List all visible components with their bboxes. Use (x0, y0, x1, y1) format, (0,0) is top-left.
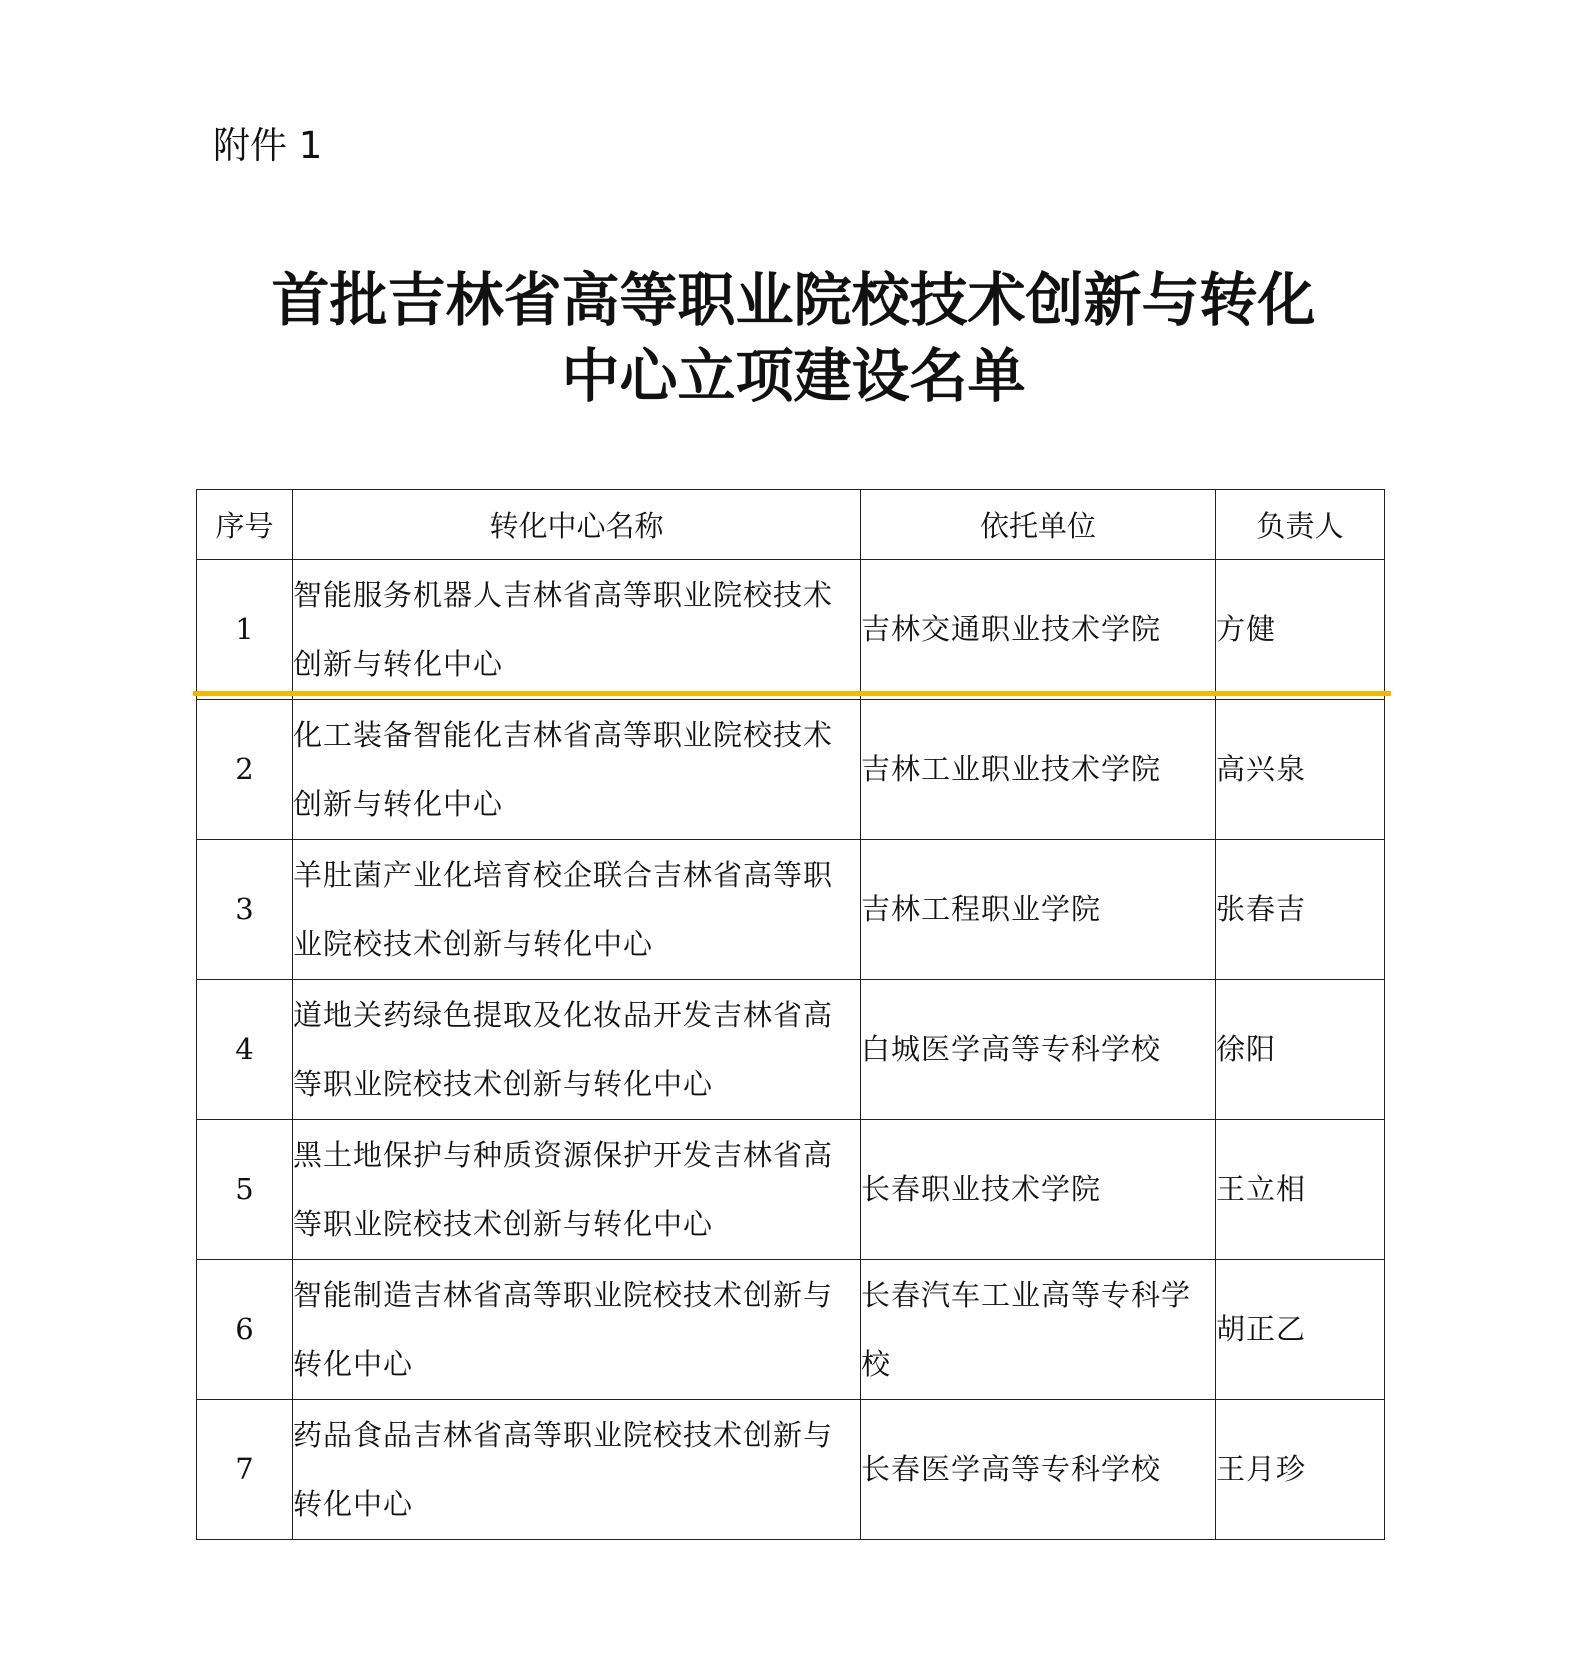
header-serial-number: 序号 (197, 490, 293, 560)
cell-person-in-charge: 王月珍 (1216, 1400, 1385, 1540)
cell-serial-number: 6 (197, 1260, 293, 1400)
cell-serial-number: 2 (197, 700, 293, 840)
document-title-line-1: 首批吉林省高等职业院校技术创新与转化 (271, 266, 1316, 334)
cell-center-name: 化工装备智能化吉林省高等职业院校技术创新与转化中心 (293, 700, 861, 840)
cell-person-in-charge: 高兴泉 (1216, 700, 1385, 840)
cell-center-name: 道地关药绿色提取及化妆品开发吉林省高等职业院校技术创新与转化中心 (293, 980, 861, 1120)
attachment-label: 附件 1 (213, 124, 323, 167)
table-row (197, 840, 1385, 980)
centers-table (196, 489, 1385, 1540)
table-row (197, 980, 1385, 1120)
table-row (197, 1400, 1385, 1540)
cell-person-in-charge: 徐阳 (1216, 980, 1385, 1120)
cell-serial-number: 1 (197, 560, 293, 700)
cell-center-name: 智能制造吉林省高等职业院校技术创新与转化中心 (293, 1260, 861, 1400)
cell-host-unit: 吉林工程职业学院 (861, 840, 1216, 980)
table-row (197, 1260, 1385, 1400)
header-host-unit: 依托单位 (861, 490, 1216, 560)
cell-host-unit: 长春汽车工业高等专科学校 (861, 1260, 1216, 1400)
cell-person-in-charge: 张春吉 (1216, 840, 1385, 980)
cell-host-unit: 吉林工业职业技术学院 (861, 700, 1216, 840)
cell-person-in-charge: 方健 (1216, 560, 1385, 700)
cell-serial-number: 4 (197, 980, 293, 1120)
cell-host-unit: 吉林交通职业技术学院 (861, 560, 1216, 700)
header-center-name: 转化中心名称 (293, 490, 861, 560)
cell-host-unit: 长春职业技术学院 (861, 1120, 1216, 1260)
table-row (197, 1120, 1385, 1260)
cell-host-unit: 长春医学高等专科学校 (861, 1400, 1216, 1540)
cell-center-name: 黑土地保护与种质资源保护开发吉林省高等职业院校技术创新与转化中心 (293, 1120, 861, 1260)
table-row (197, 560, 1385, 700)
document-title-line-2: 中心立项建设名单 (561, 342, 1026, 410)
cell-serial-number: 3 (197, 840, 293, 980)
cell-serial-number: 7 (197, 1400, 293, 1540)
cell-center-name: 羊肚菌产业化培育校企联合吉林省高等职业院校技术创新与转化中心 (293, 840, 861, 980)
table-header-row (197, 490, 1385, 560)
header-person-in-charge: 负责人 (1216, 490, 1385, 560)
cell-center-name: 药品食品吉林省高等职业院校技术创新与转化中心 (293, 1400, 861, 1540)
highlight-underline (193, 691, 1391, 696)
cell-person-in-charge: 王立相 (1216, 1120, 1385, 1260)
cell-person-in-charge: 胡正乙 (1216, 1260, 1385, 1400)
table-row (197, 700, 1385, 840)
cell-host-unit: 白城医学高等专科学校 (861, 980, 1216, 1120)
cell-serial-number: 5 (197, 1120, 293, 1260)
cell-center-name: 智能服务机器人吉林省高等职业院校技术创新与转化中心 (293, 560, 861, 700)
